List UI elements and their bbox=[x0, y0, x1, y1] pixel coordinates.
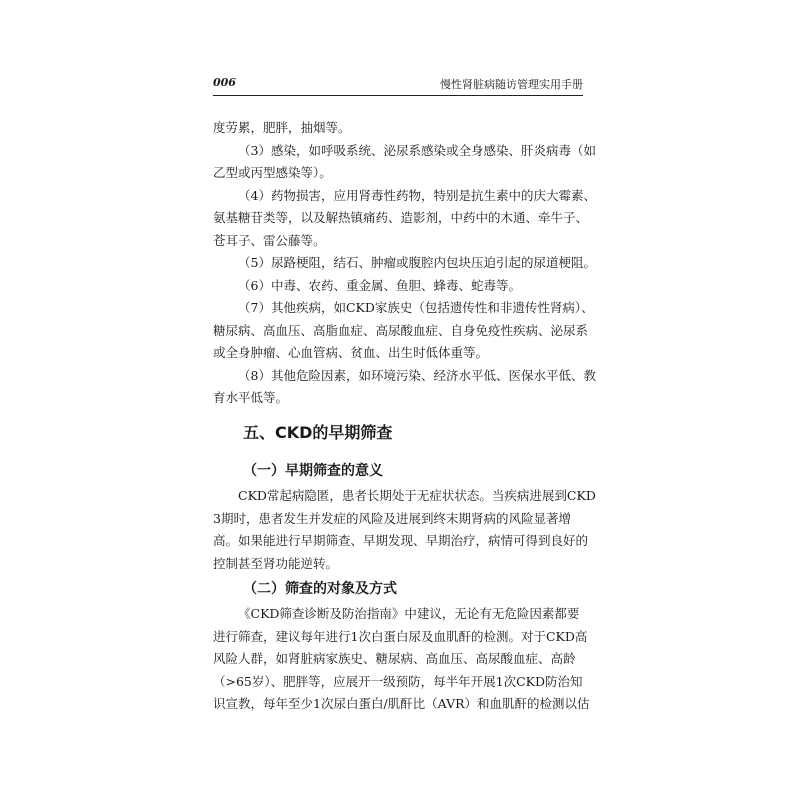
text-line: （4）药物损害，应用肾毒性药物，特别是抗生素中的庆大霉素、 bbox=[238, 187, 596, 203]
paragraph bbox=[213, 603, 590, 716]
text-line: （3）感染，如呼吸系统、泌尿系感染或全身感染、肝炎病毒（如 bbox=[238, 142, 596, 158]
text-line: 氨基糖苷类等，以及解热镇痛药、造影剂，中药中的木通、牵牛子、 bbox=[213, 210, 589, 225]
text-line: （>65岁）、肥胖等，应展开一级预防，每半年开展1次CKD防治知 bbox=[213, 673, 583, 689]
page-number: 006 bbox=[213, 76, 236, 89]
subsection-body bbox=[213, 603, 590, 716]
running-title: 慢性肾脏病随访管理实用手册 bbox=[440, 78, 583, 91]
paragraph bbox=[213, 185, 596, 253]
text-line: 识宣教，每年至少1次尿白蛋白/肌酐比（AVR）和血肌酐的检测以估 bbox=[213, 696, 590, 711]
text-line: （5）尿路梗阻，结石、肿瘤或腹腔内包块压迫引起的尿道梗阻。 bbox=[238, 255, 596, 270]
risk-factor-list bbox=[213, 117, 596, 410]
paragraph bbox=[213, 275, 583, 298]
text-line: 育水平低等。 bbox=[213, 390, 289, 405]
paragraph bbox=[213, 297, 594, 365]
paragraph bbox=[213, 485, 596, 575]
subsection-heading: （二）筛查的对象及方式 bbox=[243, 581, 397, 597]
subsection-body bbox=[213, 485, 596, 575]
text-line: 进行筛查，建议每年进行1次白蛋白尿及血肌酐的检测。对于CKD高 bbox=[213, 628, 588, 644]
text-line: （6）中毒、农药、重金属、鱼胆、蜂毒、蛇毒等。 bbox=[238, 277, 521, 293]
header-rule bbox=[213, 95, 583, 96]
section-heading: 五、CKD的早期筛查 bbox=[243, 423, 393, 442]
text-line: 乙型或丙型感染等）。 bbox=[213, 165, 332, 180]
text-line: 高。如果能进行早期筛查、早期发现、早期治疗，病情可得到良好的 bbox=[213, 533, 589, 548]
text-line: 或全身肿瘤、心血管病、贫血、出生时低体重等。 bbox=[213, 345, 489, 360]
text-line: CKD常起病隐匿，患者长期处于无症状状态。当疾病进展到CKD bbox=[238, 488, 596, 503]
text-line: 3期时，患者发生并发症的风险及进展到终末期肾病的风险显著增 bbox=[213, 510, 571, 526]
text-line: 苍耳子、雷公藤等。 bbox=[213, 232, 326, 248]
paragraph bbox=[213, 365, 596, 410]
paragraph bbox=[213, 252, 596, 275]
paragraph bbox=[213, 117, 583, 140]
text-line: （8）其他危险因素，如环境污染、经济水平低、医保水平低、教 bbox=[238, 367, 596, 383]
text-line: 糖尿病、高血压、高脂血症、高尿酸血症、自身免疫性疾病、泌尿系 bbox=[213, 322, 589, 338]
text-line: 控制甚至肾功能逆转。 bbox=[213, 555, 339, 571]
text-line: 度劳累，肥胖，抽烟等。 bbox=[213, 120, 351, 135]
subsection-heading: （一）早期筛查的意义 bbox=[243, 463, 383, 479]
paragraph bbox=[213, 140, 596, 185]
text-line: （7）其他疾病，如CKD家族史（包括遗传性和非遗传性肾病）、 bbox=[238, 300, 594, 315]
text-line: 《CKD筛查诊断及防治指南》中建议，无论有无危险因素都要 bbox=[238, 606, 580, 621]
text-line: 风险人群，如肾脏病家族史、糖尿病、高血压、高尿酸血症、高龄 bbox=[213, 651, 576, 666]
page-header bbox=[213, 76, 583, 94]
